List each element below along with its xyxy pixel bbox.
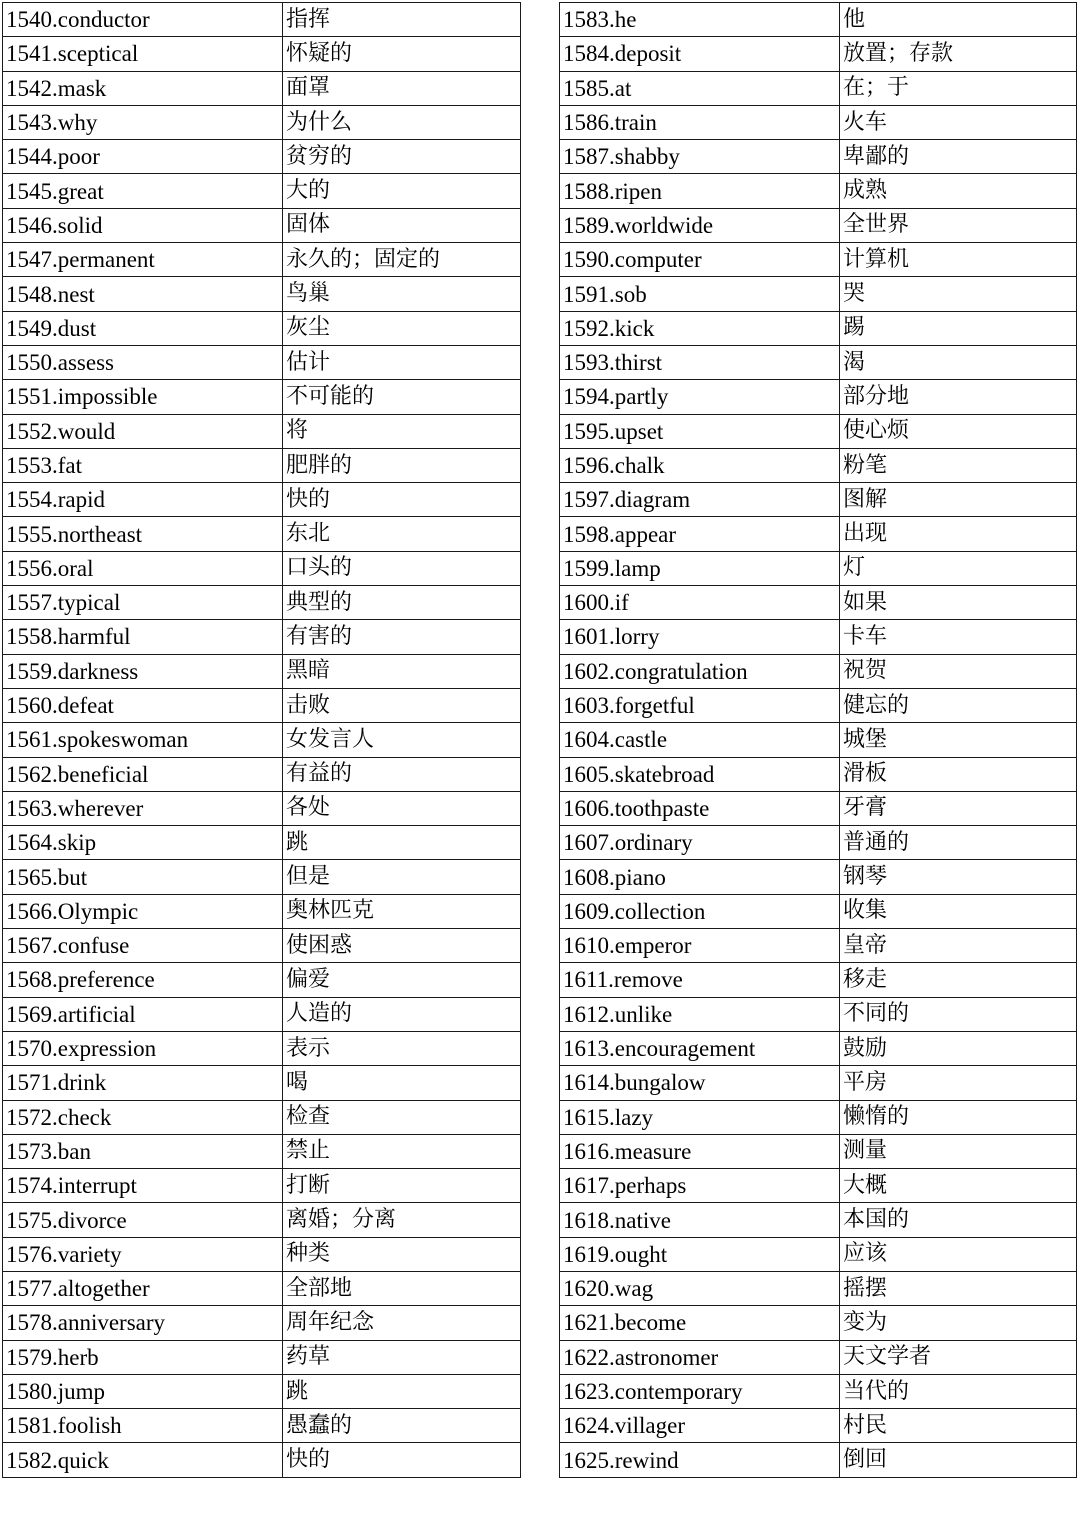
- meaning-cell: 鼓励: [840, 1031, 1077, 1065]
- meaning-cell: 摇摆: [840, 1271, 1077, 1305]
- word-cell: 1614.bungalow: [560, 1066, 840, 1100]
- meaning-cell: 粉笔: [840, 448, 1077, 482]
- meaning-cell: 大概: [840, 1169, 1077, 1203]
- word-cell: 1605.skatebroad: [560, 757, 840, 791]
- word-cell: 1582.quick: [3, 1443, 283, 1477]
- word-cell: 1610.emperor: [560, 929, 840, 963]
- meaning-cell: 他: [840, 3, 1077, 37]
- meaning-cell: 有害的: [283, 620, 521, 654]
- table-row: [560, 311, 1077, 345]
- meaning-cell: 平房: [840, 1066, 1077, 1100]
- word-cell: 1569.artificial: [3, 997, 283, 1031]
- table-row: [560, 1237, 1077, 1271]
- word-cell: 1541.sceptical: [3, 37, 283, 71]
- table-row: [560, 757, 1077, 791]
- word-cell: 1572.check: [3, 1100, 283, 1134]
- meaning-cell: 肥胖的: [283, 448, 521, 482]
- word-cell: 1624.villager: [560, 1409, 840, 1443]
- word-cell: 1557.typical: [3, 586, 283, 620]
- word-cell: 1595.upset: [560, 414, 840, 448]
- word-cell: 1597.diagram: [560, 483, 840, 517]
- table-row: [560, 1169, 1077, 1203]
- word-cell: 1589.worldwide: [560, 208, 840, 242]
- word-cell: 1591.sob: [560, 277, 840, 311]
- word-cell: 1579.herb: [3, 1340, 283, 1374]
- word-cell: 1588.ripen: [560, 174, 840, 208]
- word-cell: 1585.at: [560, 71, 840, 105]
- meaning-cell: 健忘的: [840, 688, 1077, 722]
- meaning-cell: 不可能的: [283, 380, 521, 414]
- meaning-cell: 女发言人: [283, 723, 521, 757]
- word-cell: 1562.beneficial: [3, 757, 283, 791]
- table-row: [3, 1203, 521, 1237]
- word-cell: 1621.become: [560, 1306, 840, 1340]
- word-cell: 1558.harmful: [3, 620, 283, 654]
- table-row: [560, 963, 1077, 997]
- table-row: [560, 414, 1077, 448]
- word-cell: 1571.drink: [3, 1066, 283, 1100]
- meaning-cell: 懒惰的: [840, 1100, 1077, 1134]
- table-row: [560, 860, 1077, 894]
- word-cell: 1599.lamp: [560, 551, 840, 585]
- table-row: [560, 345, 1077, 379]
- table-row: [560, 1031, 1077, 1065]
- meaning-cell: 图解: [840, 483, 1077, 517]
- table-row: [3, 963, 521, 997]
- word-cell: 1552.would: [3, 414, 283, 448]
- table-row: [560, 448, 1077, 482]
- word-cell: 1555.northeast: [3, 517, 283, 551]
- table-row: [3, 71, 521, 105]
- table-row: [560, 483, 1077, 517]
- table-row: [560, 71, 1077, 105]
- table-row: [560, 929, 1077, 963]
- meaning-cell: 将: [283, 414, 521, 448]
- table-row: [3, 1271, 521, 1305]
- word-cell: 1587.shabby: [560, 140, 840, 174]
- table-row: [3, 37, 521, 71]
- table-row: [560, 243, 1077, 277]
- table-row: [560, 1306, 1077, 1340]
- meaning-cell: 药草: [283, 1340, 521, 1374]
- word-cell: 1567.confuse: [3, 929, 283, 963]
- meaning-cell: 变为: [840, 1306, 1077, 1340]
- meaning-cell: 表示: [283, 1031, 521, 1065]
- word-cell: 1559.darkness: [3, 654, 283, 688]
- table-row: [3, 174, 521, 208]
- table-row: [560, 1271, 1077, 1305]
- word-cell: 1598.appear: [560, 517, 840, 551]
- meaning-cell: 计算机: [840, 243, 1077, 277]
- meaning-cell: 在；于: [840, 71, 1077, 105]
- table-row: [3, 688, 521, 722]
- meaning-cell: 东北: [283, 517, 521, 551]
- word-cell: 1556.oral: [3, 551, 283, 585]
- meaning-cell: 牙膏: [840, 791, 1077, 825]
- word-cell: 1549.dust: [3, 311, 283, 345]
- table-row: [3, 997, 521, 1031]
- word-cell: 1611.remove: [560, 963, 840, 997]
- table-row: [3, 1134, 521, 1168]
- meaning-cell: 移走: [840, 963, 1077, 997]
- word-cell: 1596.chalk: [560, 448, 840, 482]
- meaning-cell: 奥林匹克: [283, 894, 521, 928]
- word-cell: 1564.skip: [3, 826, 283, 860]
- word-cell: 1568.preference: [3, 963, 283, 997]
- table-row: [3, 1409, 521, 1443]
- meaning-cell: 跳: [283, 1374, 521, 1408]
- table-row: [560, 791, 1077, 825]
- meaning-cell: 测量: [840, 1134, 1077, 1168]
- word-cell: 1546.solid: [3, 208, 283, 242]
- meaning-cell: 典型的: [283, 586, 521, 620]
- table-row: [560, 1340, 1077, 1374]
- table-row: [3, 826, 521, 860]
- table-row: [560, 551, 1077, 585]
- meaning-cell: 禁止: [283, 1134, 521, 1168]
- word-cell: 1577.altogether: [3, 1271, 283, 1305]
- meaning-cell: 灯: [840, 551, 1077, 585]
- word-cell: 1580.jump: [3, 1374, 283, 1408]
- word-cell: 1625.rewind: [560, 1443, 840, 1477]
- meaning-cell: 周年纪念: [283, 1306, 521, 1340]
- table-row: [560, 140, 1077, 174]
- meaning-cell: 跳: [283, 826, 521, 860]
- meaning-cell: 为什么: [283, 105, 521, 139]
- word-cell: 1540.conductor: [3, 3, 283, 37]
- table-row: [3, 1237, 521, 1271]
- meaning-cell: 人造的: [283, 997, 521, 1031]
- table-row: [3, 929, 521, 963]
- table-row: [3, 517, 521, 551]
- meaning-cell: 估计: [283, 345, 521, 379]
- table-row: [3, 1374, 521, 1408]
- word-cell: 1544.poor: [3, 140, 283, 174]
- table-row: [3, 723, 521, 757]
- word-cell: 1545.great: [3, 174, 283, 208]
- word-cell: 1560.defeat: [3, 688, 283, 722]
- table-row: [560, 1134, 1077, 1168]
- table-row: [560, 654, 1077, 688]
- table-row: [3, 311, 521, 345]
- table-row: [560, 1203, 1077, 1237]
- table-row: [3, 105, 521, 139]
- word-cell: 1616.measure: [560, 1134, 840, 1168]
- word-cell: 1584.deposit: [560, 37, 840, 71]
- meaning-cell: 各处: [283, 791, 521, 825]
- table-row: [3, 791, 521, 825]
- word-cell: 1570.expression: [3, 1031, 283, 1065]
- table-row: [560, 105, 1077, 139]
- word-cell: 1602.congratulation: [560, 654, 840, 688]
- table-row: [3, 414, 521, 448]
- meaning-cell: 部分地: [840, 380, 1077, 414]
- meaning-cell: 快的: [283, 483, 521, 517]
- table-row: [560, 620, 1077, 654]
- meaning-cell: 不同的: [840, 997, 1077, 1031]
- table-row: [3, 345, 521, 379]
- meaning-cell: 离婚；分离: [283, 1203, 521, 1237]
- word-cell: 1581.foolish: [3, 1409, 283, 1443]
- meaning-cell: 应该: [840, 1237, 1077, 1271]
- meaning-cell: 但是: [283, 860, 521, 894]
- word-cell: 1553.fat: [3, 448, 283, 482]
- table-row: [560, 723, 1077, 757]
- meaning-cell: 倒回: [840, 1443, 1077, 1477]
- meaning-cell: 天文学者: [840, 1340, 1077, 1374]
- table-row: [560, 380, 1077, 414]
- table-row: [3, 1340, 521, 1374]
- meaning-cell: 怀疑的: [283, 37, 521, 71]
- table-row: [3, 1169, 521, 1203]
- meaning-cell: 使困惑: [283, 929, 521, 963]
- word-cell: 1594.partly: [560, 380, 840, 414]
- meaning-cell: 打断: [283, 1169, 521, 1203]
- meaning-cell: 如果: [840, 586, 1077, 620]
- meaning-cell: 大的: [283, 174, 521, 208]
- word-cell: 1613.encouragement: [560, 1031, 840, 1065]
- table-row: [3, 757, 521, 791]
- word-cell: 1563.wherever: [3, 791, 283, 825]
- table-row: [560, 894, 1077, 928]
- word-cell: 1603.forgetful: [560, 688, 840, 722]
- table-row: [3, 1100, 521, 1134]
- table-row: [560, 208, 1077, 242]
- table-row: [3, 860, 521, 894]
- meaning-cell: 卡车: [840, 620, 1077, 654]
- word-cell: 1607.ordinary: [560, 826, 840, 860]
- meaning-cell: 卑鄙的: [840, 140, 1077, 174]
- table-row: [560, 1066, 1077, 1100]
- word-cell: 1547.permanent: [3, 243, 283, 277]
- meaning-cell: 村民: [840, 1409, 1077, 1443]
- meaning-cell: 钢琴: [840, 860, 1077, 894]
- table-row: [560, 688, 1077, 722]
- table-row: [3, 140, 521, 174]
- meaning-cell: 检查: [283, 1100, 521, 1134]
- table-row: [560, 1374, 1077, 1408]
- table-row: [3, 894, 521, 928]
- word-cell: 1618.native: [560, 1203, 840, 1237]
- table-row: [560, 174, 1077, 208]
- table-row: [560, 37, 1077, 71]
- word-cell: 1592.kick: [560, 311, 840, 345]
- word-cell: 1623.contemporary: [560, 1374, 840, 1408]
- table-row: [560, 1409, 1077, 1443]
- word-cell: 1575.divorce: [3, 1203, 283, 1237]
- meaning-cell: 有益的: [283, 757, 521, 791]
- table-row: [3, 1443, 521, 1477]
- word-cell: 1566.Olympic: [3, 894, 283, 928]
- meaning-cell: 固体: [283, 208, 521, 242]
- meaning-cell: 使心烦: [840, 414, 1077, 448]
- meaning-cell: 偏爱: [283, 963, 521, 997]
- meaning-cell: 鸟巢: [283, 277, 521, 311]
- meaning-cell: 火车: [840, 105, 1077, 139]
- table-row: [560, 997, 1077, 1031]
- meaning-cell: 口头的: [283, 551, 521, 585]
- word-cell: 1573.ban: [3, 1134, 283, 1168]
- meaning-cell: 本国的: [840, 1203, 1077, 1237]
- table-row: [560, 517, 1077, 551]
- meaning-cell: 喝: [283, 1066, 521, 1100]
- word-cell: 1548.nest: [3, 277, 283, 311]
- meaning-cell: 永久的；固定的: [283, 243, 521, 277]
- table-row: [560, 826, 1077, 860]
- meaning-cell: 普通的: [840, 826, 1077, 860]
- table-row: [3, 1066, 521, 1100]
- meaning-cell: 指挥: [283, 3, 521, 37]
- meaning-cell: 渴: [840, 345, 1077, 379]
- table-row: [560, 586, 1077, 620]
- meaning-cell: 贫穷的: [283, 140, 521, 174]
- word-cell: 1586.train: [560, 105, 840, 139]
- meaning-cell: 收集: [840, 894, 1077, 928]
- word-cell: 1600.if: [560, 586, 840, 620]
- meaning-cell: 皇帝: [840, 929, 1077, 963]
- word-cell: 1550.assess: [3, 345, 283, 379]
- word-cell: 1612.unlike: [560, 997, 840, 1031]
- word-cell: 1620.wag: [560, 1271, 840, 1305]
- meaning-cell: 灰尘: [283, 311, 521, 345]
- table-row: [3, 3, 521, 37]
- word-cell: 1609.collection: [560, 894, 840, 928]
- meaning-cell: 城堡: [840, 723, 1077, 757]
- table-row: [560, 1443, 1077, 1477]
- meaning-cell: 放置；存款: [840, 37, 1077, 71]
- word-cell: 1542.mask: [3, 71, 283, 105]
- table-row: [3, 1031, 521, 1065]
- word-cell: 1551.impossible: [3, 380, 283, 414]
- meaning-cell: 愚蠢的: [283, 1409, 521, 1443]
- vocab-table-right: [559, 2, 1077, 1478]
- meaning-cell: 击败: [283, 688, 521, 722]
- word-cell: 1574.interrupt: [3, 1169, 283, 1203]
- meaning-cell: 滑板: [840, 757, 1077, 791]
- table-row: [3, 243, 521, 277]
- table-row: [3, 208, 521, 242]
- meaning-cell: 当代的: [840, 1374, 1077, 1408]
- word-cell: 1617.perhaps: [560, 1169, 840, 1203]
- meaning-cell: 踢: [840, 311, 1077, 345]
- table-row: [560, 1100, 1077, 1134]
- word-cell: 1576.variety: [3, 1237, 283, 1271]
- vocab-table-right-body: [560, 3, 1077, 1478]
- word-cell: 1606.toothpaste: [560, 791, 840, 825]
- meaning-cell: 祝贺: [840, 654, 1077, 688]
- word-cell: 1604.castle: [560, 723, 840, 757]
- word-cell: 1601.lorry: [560, 620, 840, 654]
- word-cell: 1561.spokeswoman: [3, 723, 283, 757]
- table-row: [3, 654, 521, 688]
- meaning-cell: 出现: [840, 517, 1077, 551]
- table-row: [3, 551, 521, 585]
- table-row: [3, 277, 521, 311]
- vocab-table-left-body: [3, 3, 521, 1478]
- meaning-cell: 全部地: [283, 1271, 521, 1305]
- table-row: [3, 380, 521, 414]
- word-cell: 1590.computer: [560, 243, 840, 277]
- word-cell: 1565.but: [3, 860, 283, 894]
- meaning-cell: 种类: [283, 1237, 521, 1271]
- table-row: [3, 586, 521, 620]
- word-cell: 1593.thirst: [560, 345, 840, 379]
- table-row: [560, 3, 1077, 37]
- table-row: [3, 483, 521, 517]
- table-row: [3, 448, 521, 482]
- word-cell: 1619.ought: [560, 1237, 840, 1271]
- word-cell: 1583.he: [560, 3, 840, 37]
- word-cell: 1615.lazy: [560, 1100, 840, 1134]
- word-cell: 1608.piano: [560, 860, 840, 894]
- word-cell: 1622.astronomer: [560, 1340, 840, 1374]
- word-cell: 1543.why: [3, 105, 283, 139]
- meaning-cell: 面罩: [283, 71, 521, 105]
- meaning-cell: 成熟: [840, 174, 1077, 208]
- word-cell: 1554.rapid: [3, 483, 283, 517]
- meaning-cell: 全世界: [840, 208, 1077, 242]
- meaning-cell: 快的: [283, 1443, 521, 1477]
- table-row: [560, 277, 1077, 311]
- meaning-cell: 黑暗: [283, 654, 521, 688]
- meaning-cell: 哭: [840, 277, 1077, 311]
- word-cell: 1578.anniversary: [3, 1306, 283, 1340]
- vocab-table-left: [2, 2, 521, 1478]
- table-row: [3, 620, 521, 654]
- table-row: [3, 1306, 521, 1340]
